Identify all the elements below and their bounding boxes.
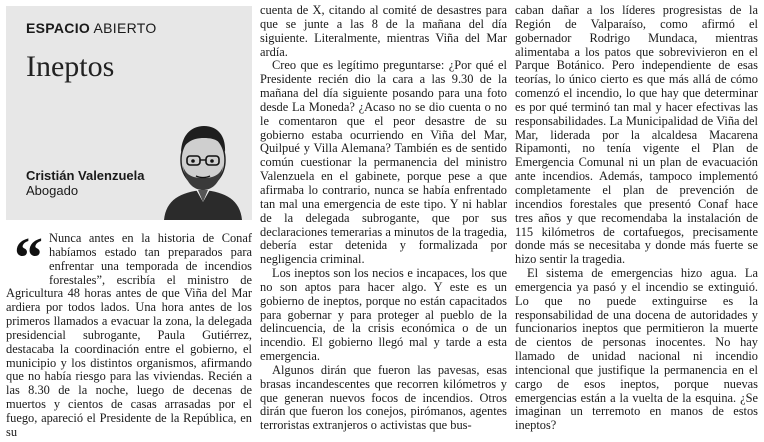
section-label-light: ABIERTO [93,20,157,36]
paragraph: Algunos dirán que fueron las pavesas, esas brasas incandescentes que recorren kilómetros y que generan nuevos focos de incendios. Otros dirán que fueron los conejos, pirómanos, agentes terroristas extranjeros o activistas que bus- [260,362,507,433]
article-column-3 [515,4,758,433]
section-label [26,20,157,36]
paragraph: cuenta de X, citando al comité de desastres para que se junte a las 8 de la mañana del día siguiente. Literalmente, mientras Viña del Mar ardía. [260,3,507,59]
paragraph: caban dañar a los líderes progresistas de la Región de Valparaíso, como afirmó el gobernador Rodrigo Mundaca, mientras alimentaba a los patos que sobrevivieron en el Parque Botánico. Pero independiente de esas teorías, lo único cierto es que más allá de cómo comenzó el incendio, lo que hay que determinar es por qué terminó tan mal y hacer efectivas las responsabilidades. La Municipalidad de Viña del Mar, liderada por la alcaldesa Macarena Ripamonti, no tenía vigente el Plan de Emergencia Comunal ni un plan de evacuación ante incendios. Además, tampoco implementó completamente el plan de prevención de incendios forestales que presentó Conaf hace tres años y que recomendaba la instalación de 115 kilómetros de cortafuegos, precisamente donde más se necesitaba y donde más fuerte se hizo sentir la tragedia. [515,3,758,267]
section-label-bold: ESPACIO [26,20,91,36]
author-portrait-illustration [160,116,246,220]
article-column-2 [260,4,507,433]
author-role: Abogado [26,183,79,198]
author-name: Cristián Valenzuela [26,168,145,183]
article-column-1 [6,225,252,440]
paragraph: Creo que es legítimo preguntarse: ¿Por qué el Presidente recién dio la cara a las 9.30 de la mañana del día siguiente posando para una foto desde La Moneda? ¿Acaso no se dio cuenta o no le comentaron que el peor desastre de su gobierno estaba ocurriendo en Viña del Mar, Quilpué y Villa Alemana? También es de sentido común cuestionar la permanencia del ministro Valenzuela en el gabinete, porque pese a que afirmaba lo contrario, nunca se había enfrentado tan mal una emergencia de este tipo. Y ni hablar de la delegada subrogante, que por sus declaraciones temerarias a minutos de la tragedia, debería estar detenida y formalizada por negligencia criminal. [260,58,507,267]
paragraph: Los ineptos son los necios e incapaces, los que no son aptos para hacer algo. Y este es un gobierno de ineptos, porque no están capacitados para gobernar y para proteger al pueblo de la delincuencia, de la crisis económica o de un incendio. El gobierno llegó mal y tarde a esta emergencia. [260,266,507,364]
paragraph: El sistema de emergencias hizo agua. La emergencia ya pasó y el incendio se extinguió. Lo que no puede extinguirse es la responsabilidad de una docena de autoridades y funcionarios ineptos que permitieron la muerte de cientos de personas inocentes. No hay llamado de unidad nacional ni incendio intencional que justifique la permanencia en el cargo de esos ineptos, porque nuevas emergencias están a la vuelta de la esquina. ¿Se imaginan un terremoto en manos de estos ineptos? [515,266,758,433]
paragraph: Nunca antes en la historia de Conaf habíamos estado tan preparados para enfrentar una temporada de incendios forestales”, escribía el ministro de Agricultura 48 horas antes de que Viña del Mar ardiera por todos lados. Una hora antes de los primeros llamados a evacuar la zona, la delegada presidencial subrogante, Paula Gutiérrez, destacaba la coordinación entre el gobierno, el municipio y los distintos organismos, afirmando que no había riesgo para las viviendas. Recién a las 8.30 de la noche, luego de decenas de muertos y cientos de casas arrasadas por el fuego, apareció el Presidente de la República, en su [6,231,252,439]
headline: Ineptos [26,50,115,83]
opening-quote-mark: “ [14,225,43,290]
